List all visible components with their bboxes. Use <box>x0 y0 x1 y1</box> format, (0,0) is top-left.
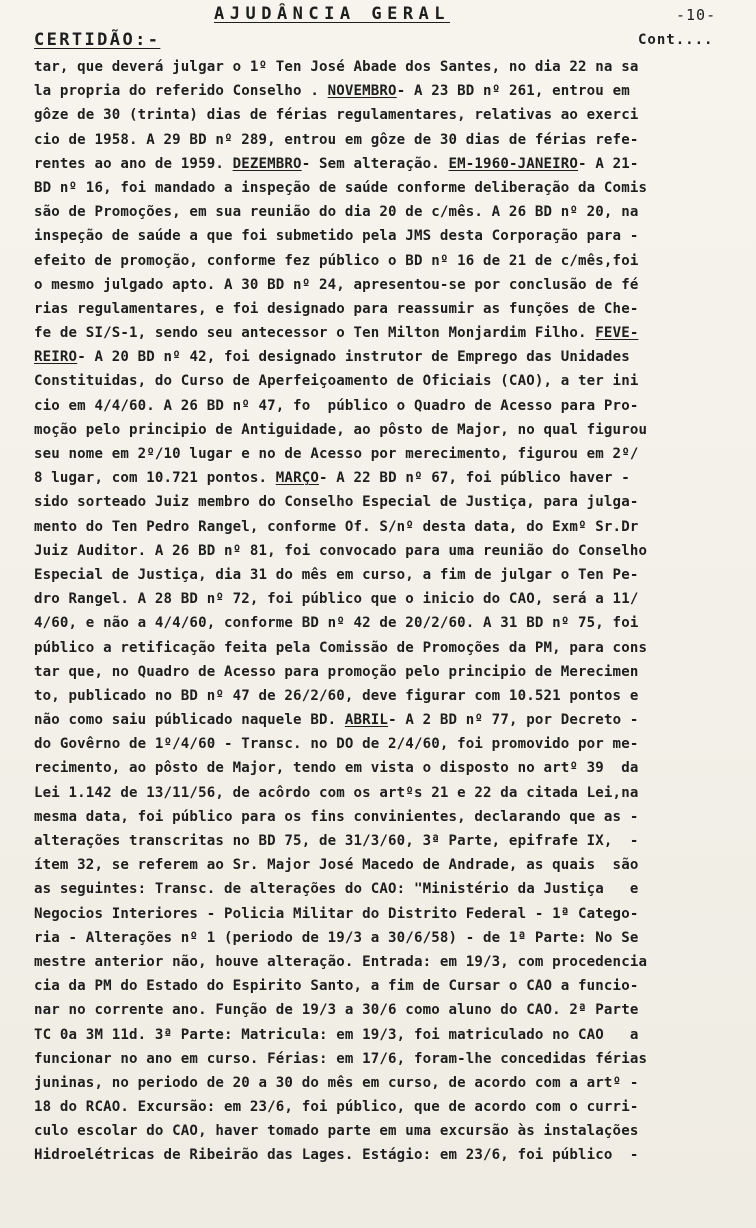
text-line <box>34 587 746 611</box>
text-line <box>34 732 746 756</box>
page-header <box>0 4 756 30</box>
text-segment: Negocios Interiores - Policia Militar do Distrito Federal - 1ª Catego- <box>34 905 639 922</box>
text-segment: - A 2 BD nº 77, por Decreto - <box>388 712 639 729</box>
text-line <box>34 853 746 877</box>
text-line <box>34 466 746 490</box>
header-title: AJUDÂNCIA GERAL <box>214 4 451 24</box>
underlined-heading: NOVEMBRO <box>327 83 397 100</box>
text-segment: cio em 4/4/60. A 26 BD nº 47, fo público o Quadro de Acesso para Pro- <box>34 397 639 414</box>
text-line <box>34 781 746 805</box>
page-number: -10- <box>676 6 717 24</box>
text-line <box>34 55 746 79</box>
text-segment: - A 23 BD nº 261, entrou em <box>396 83 630 100</box>
text-line <box>34 273 746 297</box>
text-line <box>34 539 746 563</box>
text-line <box>34 636 746 660</box>
text-line <box>34 805 746 829</box>
text-line <box>34 1095 746 1119</box>
text-segment: mesma data, foi público para os fins convinientes, declarando que as - <box>34 808 639 825</box>
text-segment: as seguintes: Transc. de alterações do CAO: "Ministério da Justiça e <box>34 881 639 898</box>
text-segment: são de Promoções, em sua reunião do dia 20 de c/mês. A 26 BD nº 20, na <box>34 204 639 221</box>
text-segment: cio de 1958. A 29 BD nº 289, entrou em gôze de 30 dias de férias refe- <box>34 131 639 148</box>
text-segment: - A 21- <box>578 155 639 172</box>
text-segment: inspeção de saúde a que foi submetido pela JMS desta Corporação para - <box>34 228 639 245</box>
text-line <box>34 176 746 200</box>
text-segment: fe de SI/S-1, sendo seu antecessor o Ten Milton Monjardim Filho. <box>34 325 596 342</box>
text-segment: nar no corrente ano. Função de 19/3 a 30/6 como aluno do CAO. 2ª Parte <box>34 1002 639 1019</box>
text-segment: sido sorteado Juiz membro do Conselho Especial de Justiça, para julga- <box>34 494 639 511</box>
text-line <box>34 974 746 998</box>
text-line <box>34 708 746 732</box>
text-segment: não como saiu públicado naquele BD. <box>34 712 345 729</box>
text-segment: 4/60, e não a 4/4/60, conforme BD nº 42 de 20/2/60. A 31 BD nº 75, foi <box>34 615 639 632</box>
text-line <box>34 611 746 635</box>
text-segment: rentes ao ano de 1959. <box>34 155 233 172</box>
text-segment: Constituidas, do Curso de Aperfeiçoamento de Oficiais (CAO), a ter ini <box>34 373 639 390</box>
text-line <box>34 369 746 393</box>
text-line <box>34 926 746 950</box>
text-line <box>34 515 746 539</box>
text-segment: 8 lugar, com 10.721 pontos. <box>34 470 276 487</box>
text-line <box>34 79 746 103</box>
section-header <box>0 30 756 54</box>
text-segment: rias regulamentares, e foi designado para reassumir as funções de Che- <box>34 300 639 317</box>
text-line <box>34 1047 746 1071</box>
text-segment: alterações transcritas no BD 75, de 31/3/60, 3ª Parte, epifrafe IX, - <box>34 833 639 849</box>
text-segment: funcionar no ano em curso. Férias: em 17/6, foram-lhe concedidas férias <box>34 1050 648 1067</box>
text-segment: tar, que deverá julgar o 1º Ten José Abade dos Santes, no dia 22 na sa <box>34 59 639 75</box>
text-segment: do Govêrno de 1º/4/60 - Transc. no DO de 2/4/60, foi promovido por me- <box>34 736 639 753</box>
text-line <box>34 224 746 248</box>
text-segment: gôze de 30 (trinta) dias de férias regulamentares, relativas ao exerci <box>34 107 639 124</box>
text-segment: mento do Ten Pedro Rangel, conforme Of. S/nº desta data, do Exmº Sr.Dr <box>34 518 639 535</box>
text-line <box>34 103 746 127</box>
text-line <box>34 490 746 514</box>
text-line <box>34 684 746 708</box>
text-segment: ria - Alterações nº 1 (periodo de 19/3 a 30/6/58) - de 1ª Parte: No Se <box>34 929 639 946</box>
text-segment: - Sem alteração. <box>301 155 449 172</box>
text-segment: moção pelo principio de Antiguidade, ao pôsto de Major, no qual figurou <box>34 421 648 438</box>
text-segment: - A 20 BD nº 42, foi designado instrutor de Emprego das Unidades <box>77 349 630 366</box>
text-line <box>34 152 746 176</box>
text-line <box>34 877 746 901</box>
underlined-heading: FEVE- <box>595 325 639 342</box>
text-line <box>34 1143 746 1167</box>
text-segment: - A 22 BD nº 67, foi público haver - <box>318 470 630 487</box>
text-line <box>34 950 746 974</box>
text-segment: ítem 32, se referem ao Sr. Major José Macedo de Andrade, as quais são <box>34 857 639 874</box>
text-line <box>34 418 746 442</box>
text-line <box>34 756 746 780</box>
underlined-heading: MARÇO <box>275 470 319 487</box>
text-segment: seu nome em 2º/10 lugar e no de Acesso por merecimento, figurou em 2º/ <box>34 446 639 462</box>
text-line <box>34 660 746 684</box>
continuation-label: Cont.... <box>638 32 714 48</box>
text-line <box>34 1071 746 1095</box>
text-segment: juninas, no periodo de 20 a 30 do mês em curso, de acordo com a artº - <box>34 1074 639 1091</box>
text-line <box>34 1023 746 1047</box>
text-line <box>34 345 746 369</box>
text-segment: mestre anterior não, houve alteração. Entrada: em 19/3, com procedencia <box>34 953 648 970</box>
section-label: CERTIDÃO:- <box>34 30 161 50</box>
text-line <box>34 200 746 224</box>
underlined-heading: REIRO <box>34 349 78 366</box>
document-body <box>34 55 746 1168</box>
text-line <box>34 297 746 321</box>
text-segment: culo escolar do CAO, haver tomado parte em uma excursão às instalações <box>34 1123 639 1140</box>
text-line <box>34 394 746 418</box>
text-segment: la propria do referido Conselho . <box>34 83 328 100</box>
text-segment: Especial de Justiça, dia 31 do mês em curso, a fim de julgar o Ten Pe- <box>34 566 639 583</box>
text-line <box>34 442 746 466</box>
text-segment: efeito de promoção, conforme fez público o BD nº 16 de 21 de c/mês,foi <box>34 252 639 269</box>
text-segment: Lei 1.142 de 13/11/56, de acôrdo com os artºs 21 e 22 da citada Lei,na <box>34 784 639 801</box>
text-segment: 18 do RCAO. Excursão: em 23/6, foi público, que de acordo com o curri- <box>34 1099 639 1116</box>
text-segment: Juiz Auditor. A 26 BD nº 81, foi convocado para uma reunião do Conselho <box>34 542 648 559</box>
underlined-heading: EM-1960-JANEIRO <box>448 155 579 172</box>
text-line <box>34 128 746 152</box>
text-line <box>34 563 746 587</box>
text-segment: BD nº 16, foi mandado a inspeção de saúde conforme deliberação da Comis <box>34 179 648 196</box>
text-segment: to, publicado no BD nº 47 de 26/2/60, deve figurar com 10.521 pontos e <box>34 687 639 704</box>
text-segment: TC 0a 3M 11d. 3ª Parte: Matricula: em 19/3, foi matriculado no CAO a <box>34 1026 639 1043</box>
text-segment: recimento, ao pôsto de Major, tendo em vista o disposto no artº 39 da <box>34 760 639 777</box>
text-line <box>34 321 746 345</box>
text-line <box>34 249 746 273</box>
underlined-heading: ABRIL <box>344 712 389 729</box>
text-line <box>34 998 746 1022</box>
text-line <box>34 1119 746 1143</box>
text-segment: Hidroelétricas de Ribeirão das Lages. Estágio: em 23/6, foi público - <box>34 1147 639 1164</box>
text-segment: o mesmo julgado apto. A 30 BD nº 24, apresentou-se por conclusão de fé <box>34 276 639 293</box>
text-segment: tar que, no Quadro de Acesso para promoção pelo principio de Merecimen <box>34 663 639 680</box>
underlined-heading: DEZEMBRO <box>232 155 302 172</box>
text-line <box>34 902 746 926</box>
text-line <box>34 829 746 853</box>
text-segment: dro Rangel. A 28 BD nº 72, foi público que o inicio do CAO, será a 11/ <box>34 591 639 608</box>
text-segment: público a retificação feita pela Comissão de Promoções da PM, para cons <box>34 639 648 656</box>
text-segment: cia da PM do Estado do Espirito Santo, a fim de Cursar o CAO a funcio- <box>34 978 639 995</box>
